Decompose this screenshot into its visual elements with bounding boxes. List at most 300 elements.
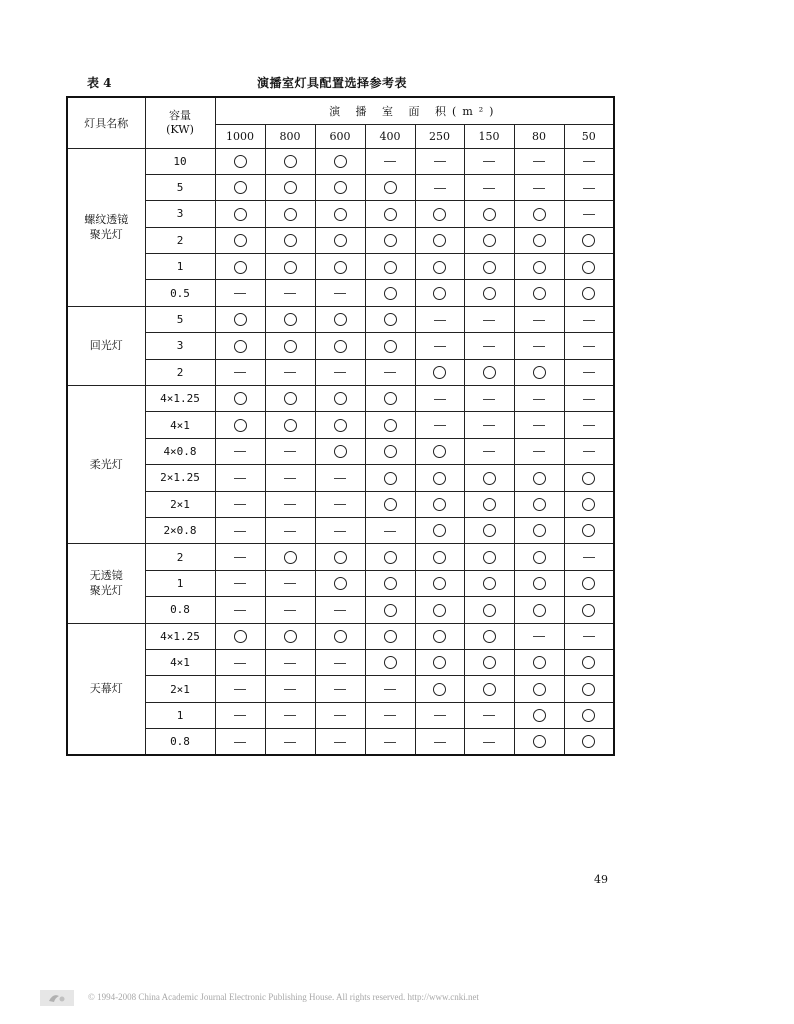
suitability-cell [365,438,415,464]
suitability-cell [215,570,265,596]
suitability-cell [564,702,614,728]
dash-mark-icon [284,451,296,452]
circle-mark-icon [582,577,595,590]
suitability-cell [315,491,365,517]
circle-mark-icon [582,524,595,537]
circle-mark-icon [334,155,347,168]
suitability-cell [215,649,265,675]
suitability-cell [365,649,415,675]
dash-mark-icon [334,478,346,479]
table-row [67,333,614,359]
dash-mark-icon [384,715,396,716]
suitability-cell [215,148,265,174]
dash-mark-icon [583,214,595,215]
suitability-cell [215,491,265,517]
circle-mark-icon [334,577,347,590]
dash-mark-icon [583,451,595,452]
suitability-cell [265,306,315,332]
suitability-cell [215,359,265,385]
lamp-type-name: 无透镜 聚光灯 [67,544,145,623]
circle-mark-icon [533,208,546,221]
suitability-cell [315,333,365,359]
circle-mark-icon [384,498,397,511]
circle-mark-icon [582,498,595,511]
suitability-cell [415,676,464,702]
suitability-cell [464,517,514,543]
suitability-cell [464,333,514,359]
circle-mark-icon [582,261,595,274]
suitability-cell [315,148,365,174]
suitability-cell [265,227,315,253]
suitability-cell [365,676,415,702]
suitability-cell [514,333,564,359]
circle-mark-icon [533,472,546,485]
circle-mark-icon [483,683,496,696]
circle-mark-icon [533,735,546,748]
circle-mark-icon [284,630,297,643]
circle-mark-icon [533,498,546,511]
suitability-cell [365,306,415,332]
table-row [67,306,614,332]
capacity-cell: 2×1 [145,491,215,517]
footer [0,990,794,1008]
suitability-cell [564,254,614,280]
table-row [67,465,614,491]
suitability-cell [514,517,564,543]
suitability-cell [265,623,315,649]
circle-mark-icon [284,155,297,168]
dash-mark-icon [533,636,545,637]
suitability-cell [265,649,315,675]
suitability-cell [514,623,564,649]
suitability-cell [265,676,315,702]
circle-mark-icon [334,630,347,643]
circle-mark-icon [334,551,347,564]
circle-mark-icon [533,366,546,379]
suitability-cell [215,465,265,491]
dash-mark-icon [434,161,446,162]
table-row [67,623,614,649]
suitability-cell [365,465,415,491]
capacity-cell: 4×1.25 [145,386,215,412]
circle-mark-icon [483,630,496,643]
table-row [67,544,614,570]
circle-mark-icon [433,261,446,274]
circle-mark-icon [533,551,546,564]
dash-mark-icon [434,399,446,400]
suitability-cell [415,306,464,332]
circle-mark-icon [433,656,446,669]
suitability-cell [365,148,415,174]
suitability-cell [265,174,315,200]
circle-mark-icon [384,340,397,353]
dash-mark-icon [284,531,296,532]
dash-mark-icon [583,320,595,321]
dash-mark-icon [583,161,595,162]
suitability-cell [215,306,265,332]
dash-mark-icon [483,161,495,162]
suitability-cell [365,254,415,280]
copyright-notice: © 1994-2008 China Academic Journal Electronic Publishing House. All rights reserved. http://www.cnki.net [88,992,479,1002]
circle-mark-icon [284,181,297,194]
dash-mark-icon [583,346,595,347]
suitability-cell [265,438,315,464]
circle-mark-icon [483,234,496,247]
table-row [67,386,614,412]
header-area-80: 80 [514,124,564,148]
circle-mark-icon [384,261,397,274]
suitability-cell [365,729,415,755]
circle-mark-icon [433,604,446,617]
suitability-cell [415,227,464,253]
table-row [67,702,614,728]
lamp-type-name: 回光灯 [67,306,145,385]
suitability-cell [564,306,614,332]
suitability-cell [265,333,315,359]
circle-mark-icon [533,524,546,537]
circle-mark-icon [433,683,446,696]
table-row [67,491,614,517]
suitability-cell [464,201,514,227]
dash-mark-icon [284,372,296,373]
dash-mark-icon [334,372,346,373]
suitability-cell [514,491,564,517]
dash-mark-icon [533,161,545,162]
suitability-cell [564,148,614,174]
table-row [67,254,614,280]
suitability-cell [464,649,514,675]
suitability-cell [564,649,614,675]
capacity-cell: 2 [145,227,215,253]
header-area-400: 400 [365,124,415,148]
suitability-cell [415,333,464,359]
dash-mark-icon [284,715,296,716]
table-row [67,280,614,306]
dash-mark-icon [284,504,296,505]
circle-mark-icon [582,604,595,617]
suitability-cell [564,333,614,359]
suitability-cell [315,544,365,570]
suitability-cell [415,359,464,385]
dash-mark-icon [284,583,296,584]
table-row [67,597,614,623]
suitability-cell [215,676,265,702]
circle-mark-icon [483,261,496,274]
dash-mark-icon [483,451,495,452]
suitability-cell [564,174,614,200]
dash-mark-icon [583,399,595,400]
suitability-cell [315,649,365,675]
table-row [67,570,614,596]
suitability-cell [315,280,365,306]
circle-mark-icon [334,445,347,458]
dash-mark-icon [434,320,446,321]
suitability-cell [564,201,614,227]
dash-mark-icon [434,425,446,426]
suitability-cell [365,280,415,306]
circle-mark-icon [384,604,397,617]
table-body [67,148,614,755]
dash-mark-icon [284,689,296,690]
table-row [67,174,614,200]
dash-mark-icon [483,425,495,426]
suitability-cell [365,491,415,517]
suitability-cell [415,465,464,491]
dash-mark-icon [384,372,396,373]
dash-mark-icon [533,399,545,400]
table-row [67,359,614,385]
header-area-group: 演 播 室 面 积(m²) [215,97,614,124]
circle-mark-icon [483,577,496,590]
suitability-cell [415,412,464,438]
suitability-cell [564,491,614,517]
suitability-cell [514,148,564,174]
suitability-cell [215,729,265,755]
circle-mark-icon [334,208,347,221]
suitability-cell [365,544,415,570]
suitability-cell [464,597,514,623]
suitability-cell [265,386,315,412]
circle-mark-icon [533,709,546,722]
circle-mark-icon [433,445,446,458]
suitability-cell [415,491,464,517]
suitability-cell [365,702,415,728]
suitability-cell [415,148,464,174]
capacity-cell: 5 [145,306,215,332]
table-row [67,148,614,174]
suitability-cell [365,597,415,623]
dash-mark-icon [234,531,246,532]
circle-mark-icon [284,551,297,564]
circle-mark-icon [533,287,546,300]
suitability-cell [315,570,365,596]
suitability-cell [265,254,315,280]
suitability-cell [514,359,564,385]
dash-mark-icon [284,742,296,743]
dash-mark-icon [533,451,545,452]
suitability-cell [315,676,365,702]
suitability-cell [265,465,315,491]
suitability-cell [265,702,315,728]
circle-mark-icon [384,472,397,485]
suitability-cell [365,227,415,253]
suitability-cell [464,280,514,306]
circle-mark-icon [384,551,397,564]
suitability-cell [464,465,514,491]
suitability-cell [315,597,365,623]
header-area-1000: 1000 [215,124,265,148]
suitability-cell [315,386,365,412]
suitability-cell [415,438,464,464]
suitability-cell [464,570,514,596]
lamp-type-name: 天幕灯 [67,623,145,755]
suitability-cell [564,623,614,649]
suitability-cell [265,544,315,570]
suitability-cell [514,702,564,728]
circle-mark-icon [384,577,397,590]
suitability-cell [464,412,514,438]
circle-mark-icon [433,472,446,485]
circle-mark-icon [334,419,347,432]
dash-mark-icon [384,161,396,162]
circle-mark-icon [334,392,347,405]
dash-mark-icon [284,610,296,611]
circle-mark-icon [433,366,446,379]
dash-mark-icon [234,451,246,452]
circle-mark-icon [234,155,247,168]
circle-mark-icon [483,366,496,379]
suitability-cell [215,597,265,623]
suitability-cell [415,623,464,649]
suitability-cell [514,227,564,253]
suitability-cell [514,729,564,755]
circle-mark-icon [334,234,347,247]
suitability-cell [315,729,365,755]
dash-mark-icon [334,742,346,743]
circle-mark-icon [433,287,446,300]
dash-mark-icon [234,557,246,558]
circle-mark-icon [334,313,347,326]
circle-mark-icon [433,577,446,590]
suitability-cell [215,623,265,649]
suitability-cell [514,306,564,332]
suitability-cell [315,201,365,227]
suitability-cell [315,306,365,332]
table-row [67,412,614,438]
suitability-cell [265,201,315,227]
suitability-cell [514,386,564,412]
dash-mark-icon [384,742,396,743]
suitability-cell [215,544,265,570]
circle-mark-icon [384,656,397,669]
dash-mark-icon [533,346,545,347]
circle-mark-icon [234,313,247,326]
cnki-logo-icon [40,990,74,1006]
suitability-cell [464,148,514,174]
dash-mark-icon [334,663,346,664]
circle-mark-icon [483,498,496,511]
suitability-cell [514,649,564,675]
suitability-cell [365,412,415,438]
dash-mark-icon [434,188,446,189]
suitability-cell [215,254,265,280]
capacity-cell: 5 [145,174,215,200]
dash-mark-icon [234,689,246,690]
capacity-cell: 1 [145,702,215,728]
circle-mark-icon [533,683,546,696]
suitability-cell [464,676,514,702]
suitability-cell [265,359,315,385]
suitability-cell [464,544,514,570]
suitability-cell [464,306,514,332]
suitability-cell [464,174,514,200]
suitability-cell [564,438,614,464]
suitability-cell [315,174,365,200]
suitability-cell [415,702,464,728]
circle-mark-icon [234,261,247,274]
table-row [67,517,614,543]
table-row [67,676,614,702]
dash-mark-icon [384,531,396,532]
circle-mark-icon [582,234,595,247]
dash-mark-icon [583,188,595,189]
suitability-cell [564,729,614,755]
dash-mark-icon [234,478,246,479]
dash-mark-icon [434,346,446,347]
capacity-cell: 2 [145,359,215,385]
circle-mark-icon [384,287,397,300]
circle-mark-icon [384,630,397,643]
dash-mark-icon [234,504,246,505]
capacity-cell: 4×1 [145,649,215,675]
circle-mark-icon [284,261,297,274]
suitability-cell [514,676,564,702]
dash-mark-icon [533,320,545,321]
circle-mark-icon [483,604,496,617]
capacity-cell: 0.8 [145,597,215,623]
table-row [67,201,614,227]
circle-mark-icon [384,392,397,405]
header-lamp-name: 灯具名称 [67,97,145,148]
dash-mark-icon [234,610,246,611]
circle-mark-icon [384,208,397,221]
suitability-cell [215,201,265,227]
circle-mark-icon [483,656,496,669]
circle-mark-icon [533,604,546,617]
suitability-cell [215,227,265,253]
dash-mark-icon [284,293,296,294]
header-area-50: 50 [564,124,614,148]
table-row [67,729,614,755]
suitability-cell [315,702,365,728]
suitability-cell [564,359,614,385]
suitability-cell [464,729,514,755]
capacity-cell: 1 [145,570,215,596]
dash-mark-icon [583,425,595,426]
circle-mark-icon [234,419,247,432]
suitability-cell [415,386,464,412]
circle-mark-icon [284,208,297,221]
suitability-cell [514,254,564,280]
suitability-cell [215,412,265,438]
page-number: 49 [594,873,608,886]
circle-mark-icon [284,313,297,326]
dash-mark-icon [483,346,495,347]
suitability-cell [514,412,564,438]
capacity-cell: 2 [145,544,215,570]
circle-mark-icon [582,735,595,748]
suitability-cell [514,544,564,570]
suitability-cell [464,491,514,517]
suitability-cell [464,227,514,253]
capacity-cell: 4×1 [145,412,215,438]
circle-mark-icon [433,234,446,247]
capacity-cell: 10 [145,148,215,174]
dash-mark-icon [334,689,346,690]
suitability-cell [265,412,315,438]
suitability-cell [365,386,415,412]
circle-mark-icon [533,261,546,274]
dash-mark-icon [483,399,495,400]
circle-mark-icon [483,524,496,537]
suitability-cell [564,597,614,623]
suitability-cell [415,649,464,675]
suitability-cell [215,517,265,543]
dash-mark-icon [583,636,595,637]
table-label: 表 4 [87,76,112,90]
dash-mark-icon [234,742,246,743]
dash-mark-icon [483,742,495,743]
